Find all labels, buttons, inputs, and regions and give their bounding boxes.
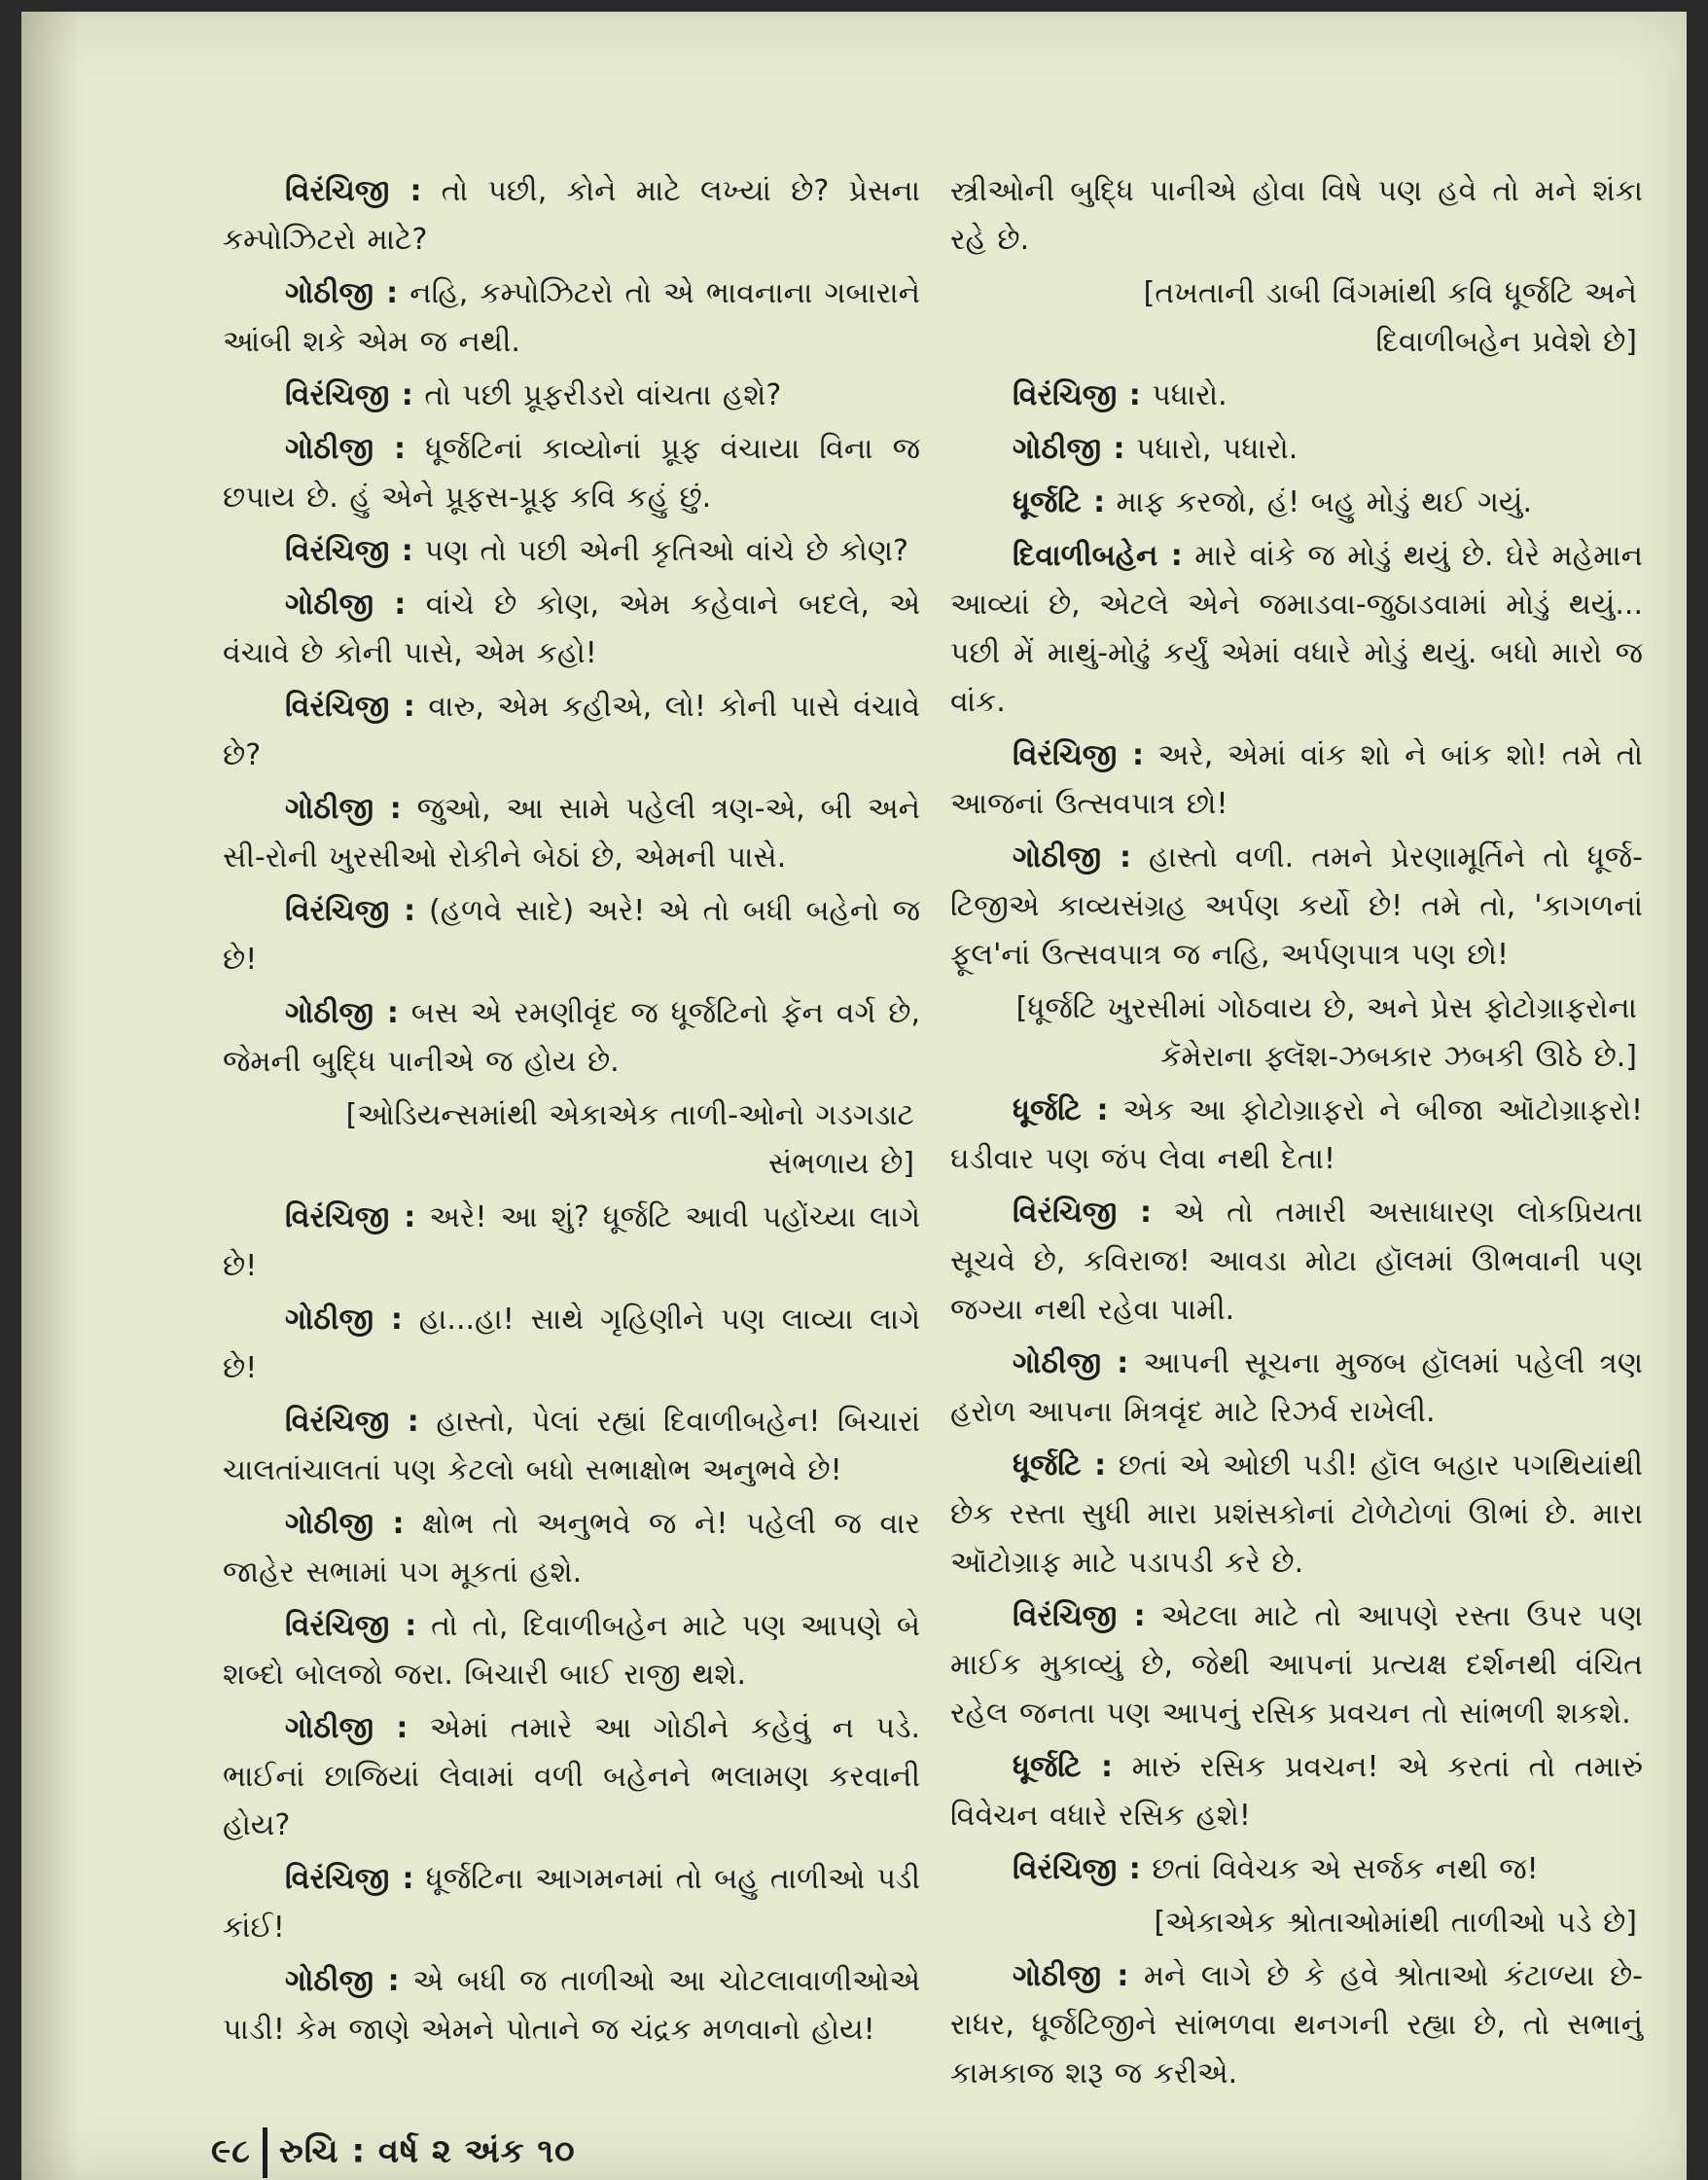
dialogue-line [223, 372, 920, 420]
dialogue-line [950, 1592, 1643, 1738]
stage-direction: [તખતાની ડાબી વિંગમાંથી કવિ ધૂર્જટિ અને દિવાળીબહેન પ્રવેશે છે] [1143, 276, 1637, 359]
dialogue-text: છતાં એ ઓછી પડી! હૉલ બહાર પગથિયાંથી છેક રસ્તા સુધી મારા પ્રશંસકોનાં ટોળેટોળાં ઊભાં છે. મારા ઑટોગ્રાફ માટે પડાપડી કરે છે. [950, 1448, 1643, 1580]
dialogue-text: વાંચે છે કોણ, એમ કહેવાને બદલે, એ વંચાવે છે કોની પાસે, એમ કહો! [223, 588, 920, 670]
dialogue-text: જુઓ, આ સામે પહેલી ત્રણ-એ, બી અને સી-રોની ખુરસીઓ રોકીને બેઠાં છે, એમની પાસે. [223, 792, 921, 875]
dialogue-line [950, 372, 1643, 420]
dialogue-line [223, 1704, 920, 1850]
dialogue-text: પધારો. [1152, 378, 1228, 412]
dialogue-text: માફ કરજો, હં! બહુ મોડું થઈ ગયું. [1116, 485, 1532, 519]
dialogue-line [950, 1845, 1643, 1894]
speaker-name: વિરંચિજી : [1013, 1599, 1146, 1633]
dialogue-text: હા...હા! સાથે ગૃહિણીને પણ લાવ્યા લાગે છે! [223, 1303, 920, 1385]
dialogue-line [223, 1855, 920, 1952]
dialogue-text: તો પછી, કોને માટે લખ્યાં છે? પ્રેસના કમ્પોઝિટરો માટે? [223, 174, 920, 257]
speaker-name: ગોઠીજી : [285, 996, 399, 1030]
speaker-name: વિરંચિજી : [285, 378, 413, 412]
speaker-name: ગોઠીજી : [285, 276, 399, 310]
magazine-issue: રુચિ : વર્ષ ૨ અંક ૧૦ [278, 2131, 576, 2171]
dialogue-text: નહિ, કમ્પોઝિટરો તો એ ભાવનાના ગબારાને આંબી શકે એમ જ નથી. [223, 276, 920, 359]
speaker-name: વિરંચિજી : [285, 1609, 417, 1643]
speaker-name: વિરંચિજી : [1013, 1852, 1141, 1886]
dialogue-text: (હળવે સાદે) અરે! એ તો બધી બહેનો જ છે! [223, 894, 920, 977]
dialogue-text: હાસ્તો, પેલાં રહ્યાં દિવાળીબહેન! બિચારાં ચાલતાંચાલતાં પણ કેટલો બધો સભાક્ષોભ અનુભવે છે! [223, 1405, 920, 1487]
speaker-name: વિરંચિજી : [285, 1862, 414, 1896]
dialogue-line [950, 1442, 1643, 1588]
dialogue-line [950, 479, 1643, 527]
dialogue-line [223, 1500, 920, 1597]
dialogue-line [223, 581, 920, 678]
left-column [223, 167, 920, 2059]
dialogue-text: ધૂર્જટિના આગમનમાં તો બહુ તાળીઓ પડી કાંઈ! [223, 1862, 920, 1945]
dialogue-text: ક્ષોભ તો અનુભવે જ ને! પહેલી જ વાર જાહેર સભામાં પગ મૂકતાં હશે. [223, 1507, 921, 1590]
dialogue-line [223, 1957, 920, 2055]
speaker-name: ગોઠીજી : [1013, 432, 1125, 466]
dialogue-line [950, 532, 1643, 727]
speaker-name: ધૂર્જટિ : [1013, 485, 1106, 519]
speaker-name: દિવાળીબહેન : [1013, 539, 1183, 573]
speaker-name: વિરંચિજી : [285, 174, 422, 208]
dialogue-line [950, 1087, 1643, 1184]
speaker-name: ધૂર્જટિ : [1013, 1750, 1114, 1784]
dialogue-line [950, 425, 1643, 474]
stage-direction: [એકાએક શ્રોતાઓમાંથી તાળીઓ પડે છે] [1154, 1906, 1637, 1940]
dialogue-line [223, 269, 920, 367]
speaker-name: ગોઠીજી : [1013, 1346, 1129, 1380]
dialogue-text: મને લાગે છે કે હવે શ્રોતાઓ કંટાળ્યા છે-રાધર, ધૂર્જટિજીને સાંભળવા થનગની રહ્યા છે, તો સભાનું કામકાજ શરૂ જ કરીએ. [950, 1959, 1643, 2091]
dialogue-line [223, 527, 920, 576]
right-column [950, 167, 1643, 2103]
stage-direction: [ધૂર્જટિ ખુરસીમાં ગોઠવાય છે, અને પ્રેસ ફોટોગ્રાફરોના કૅમેરાના ફ્લૅશ-ઝબકાર ઝબકી ઊઠે છે.] [1015, 991, 1637, 1074]
dialogue-line [223, 785, 920, 882]
page-number: ૯૮ [211, 2131, 251, 2171]
speaker-name: વિરંચિજી : [1013, 1196, 1152, 1230]
speaker-name: વિરંચિજી : [285, 690, 415, 724]
dialogue-text: તો પછી પ્રૂફરીડરો વાંચતા હશે? [424, 378, 782, 412]
speaker-name: ગોઠીજી : [285, 1303, 403, 1337]
dialogue-text: એટલા માટે તો આપણે રસ્તા ઉપર પણ માઈક મુકાવ્યું છે, જેથી આપનાં પ્રત્યક્ષ દર્શનથી વંચિત રહેલ જનતા પણ આપનું રસિક પ્રવચન તો સાંભળી શકશે. [950, 1599, 1643, 1731]
dialogue-line [223, 167, 920, 265]
speaker-name: ધૂર્જટિ : [1013, 1448, 1107, 1483]
speaker-name: ગોઠીજી : [285, 792, 402, 826]
speaker-name: ગોઠીજી : [1013, 840, 1131, 875]
dialogue-text: એ બધી જ તાળીઓ આ ચોટલાવાળીઓએ પાડી! કેમ જાણે એમને પોતાને જ ચંદ્રક મળવાનો હોય! [223, 1964, 920, 2047]
dialogue-line [223, 683, 920, 780]
speaker-name: ગોઠીજી : [285, 588, 407, 622]
dialogue-line [950, 1952, 1643, 2098]
dialogue-text: મારું રસિક પ્રવચન! એ કરતાં તો તમારું વિવેચન વધારે રસિક હશે! [950, 1750, 1643, 1833]
footer-divider [263, 2127, 267, 2178]
dialogue-text: વારુ, એમ કહીએ, લો! કોની પાસે વંચાવે છે? [223, 690, 920, 772]
dialogue-text: એક આ ફોટોગ્રાફરો ને બીજા ઑટોગ્રાફરો! ઘડીવાર પણ જંપ લેવા નથી દેતા! [950, 1093, 1643, 1176]
dialogue-text: પણ તો પછી એની કૃતિઓ વાંચે છે કોણ? [424, 534, 908, 568]
dialogue-text: એ તો તમારી અસાધારણ લોકપ્રિયતા સૂચવે છે, કવિરાજ! આવડા મોટા હૉલમાં ઊભવાની પણ જગ્યા નથી રહેવા પામી. [950, 1196, 1643, 1327]
dialogue-line [223, 1398, 920, 1495]
speaker-name: ગોઠીજી : [285, 432, 406, 466]
speaker-name: ગોઠીજી : [285, 1507, 405, 1541]
dialogue-line [223, 887, 920, 984]
dialogue-line [223, 1602, 920, 1699]
dialogue-text: તો તો, દિવાળીબહેન માટે પણ આપણે બે શબ્દો બોલજો જરા. બિચારી બાઈ રાજી થશે. [223, 1609, 920, 1692]
dialogue-text: મારે વાંકે જ મોડું થયું છે. ઘેરે મહેમાન આવ્યાં છે, એટલે એને જમાડવા-જુઠાડવામાં મોડું થયું... પછી મેં માથું-મોઢું કર્યું એમાં વધારે મોડું થયું. બધો મારો જ વાંક. [950, 539, 1643, 719]
dialogue-line [950, 834, 1643, 980]
dialogue-line [223, 1194, 920, 1291]
speaker-name: વિરંચિજી : [285, 1405, 419, 1439]
dialogue-line [223, 425, 920, 522]
speaker-name: ગોઠીજી : [285, 1964, 400, 1998]
dialogue-text: બસ એ રમણીવૃંદ જ ધૂર્જટિનો ફૅન વર્ગ છે, જેમની બુદ્ધિ પાનીએ જ હોય છે. [223, 996, 920, 1079]
speaker-name: વિરંચિજી : [1013, 738, 1144, 772]
dialogue-text: આપની સૂચના મુજબ હૉલમાં પહેલી ત્રણ હરોળ આપના મિત્રવૃંદ માટે રિઝર્વ રાખેલી. [950, 1346, 1643, 1429]
dialogue-line [950, 1189, 1643, 1335]
dialogue-line [223, 1296, 920, 1393]
book-page [21, 12, 1687, 2180]
dialogue-text: છતાં વિવેચક એ સર્જક નથી જ! [1152, 1852, 1539, 1886]
dialogue-text: પધારો, પધારો. [1136, 432, 1299, 466]
dialogue-text: અરે! આ શું? ધૂર્જટિ આવી પહોંચ્યા લાગે છે! [223, 1200, 920, 1283]
speaker-name: વિરંચિજી : [285, 894, 416, 928]
speaker-name: વિરંચિજી : [285, 534, 413, 568]
speaker-name: ધૂર્જટિ : [1013, 1093, 1109, 1127]
speaker-name: વિરંચિજી : [1013, 378, 1141, 412]
page-footer [211, 2127, 576, 2178]
speaker-name: ગોઠીજી : [1013, 1959, 1129, 1993]
dialogue-text: અરે, એમાં વાંક શો ને બાંક શો! તમે તો આજનાં ઉત્સવપાત્ર છો! [950, 738, 1643, 821]
dialogue-line [950, 732, 1643, 829]
dialogue-line [950, 1743, 1643, 1840]
dialogue-text: ધૂર્જટિનાં કાવ્યોનાં પ્રૂફ વંચાયા વિના જ છપાય છે. હું એને પ્રૂફસ-પ્રૂફ કવિ કહું છું. [223, 432, 920, 515]
dialogue-text: એમાં તમારે આ ગોઠીને કહેવું ન પડે. ભાઈનાં છાજિયાં લેવામાં વળી બહેનને ભલામણ કરવાની હોય? [223, 1711, 920, 1842]
continued-text: સ્ત્રીઓની બુદ્ધિ પાનીએ હોવા વિષે પણ હવે તો મને શંકા રહે છે. [950, 174, 1643, 257]
dialogue-text: હાસ્તો વળી. તમને પ્રેરણામૂર્તિને તો ધૂર્જ-ટિજીએ કાવ્યસંગ્રહ અર્પણ કર્યો છે! તમે તો, 'કાગળનાં ફૂલ'નાં ઉત્સવપાત્ર જ નહિ, અર્પણપાત્ર પણ છો! [950, 840, 1644, 972]
dialogue-line [223, 989, 920, 1087]
stage-direction: [ઓડિયન્સમાંથી એકાએક તાળી-ઓનો ગડગડાટ સંભળાય છે] [345, 1098, 914, 1181]
speaker-name: ગોઠીજી : [285, 1711, 409, 1745]
speaker-name: વિરંચિજી : [285, 1200, 416, 1234]
dialogue-line [950, 1340, 1643, 1437]
